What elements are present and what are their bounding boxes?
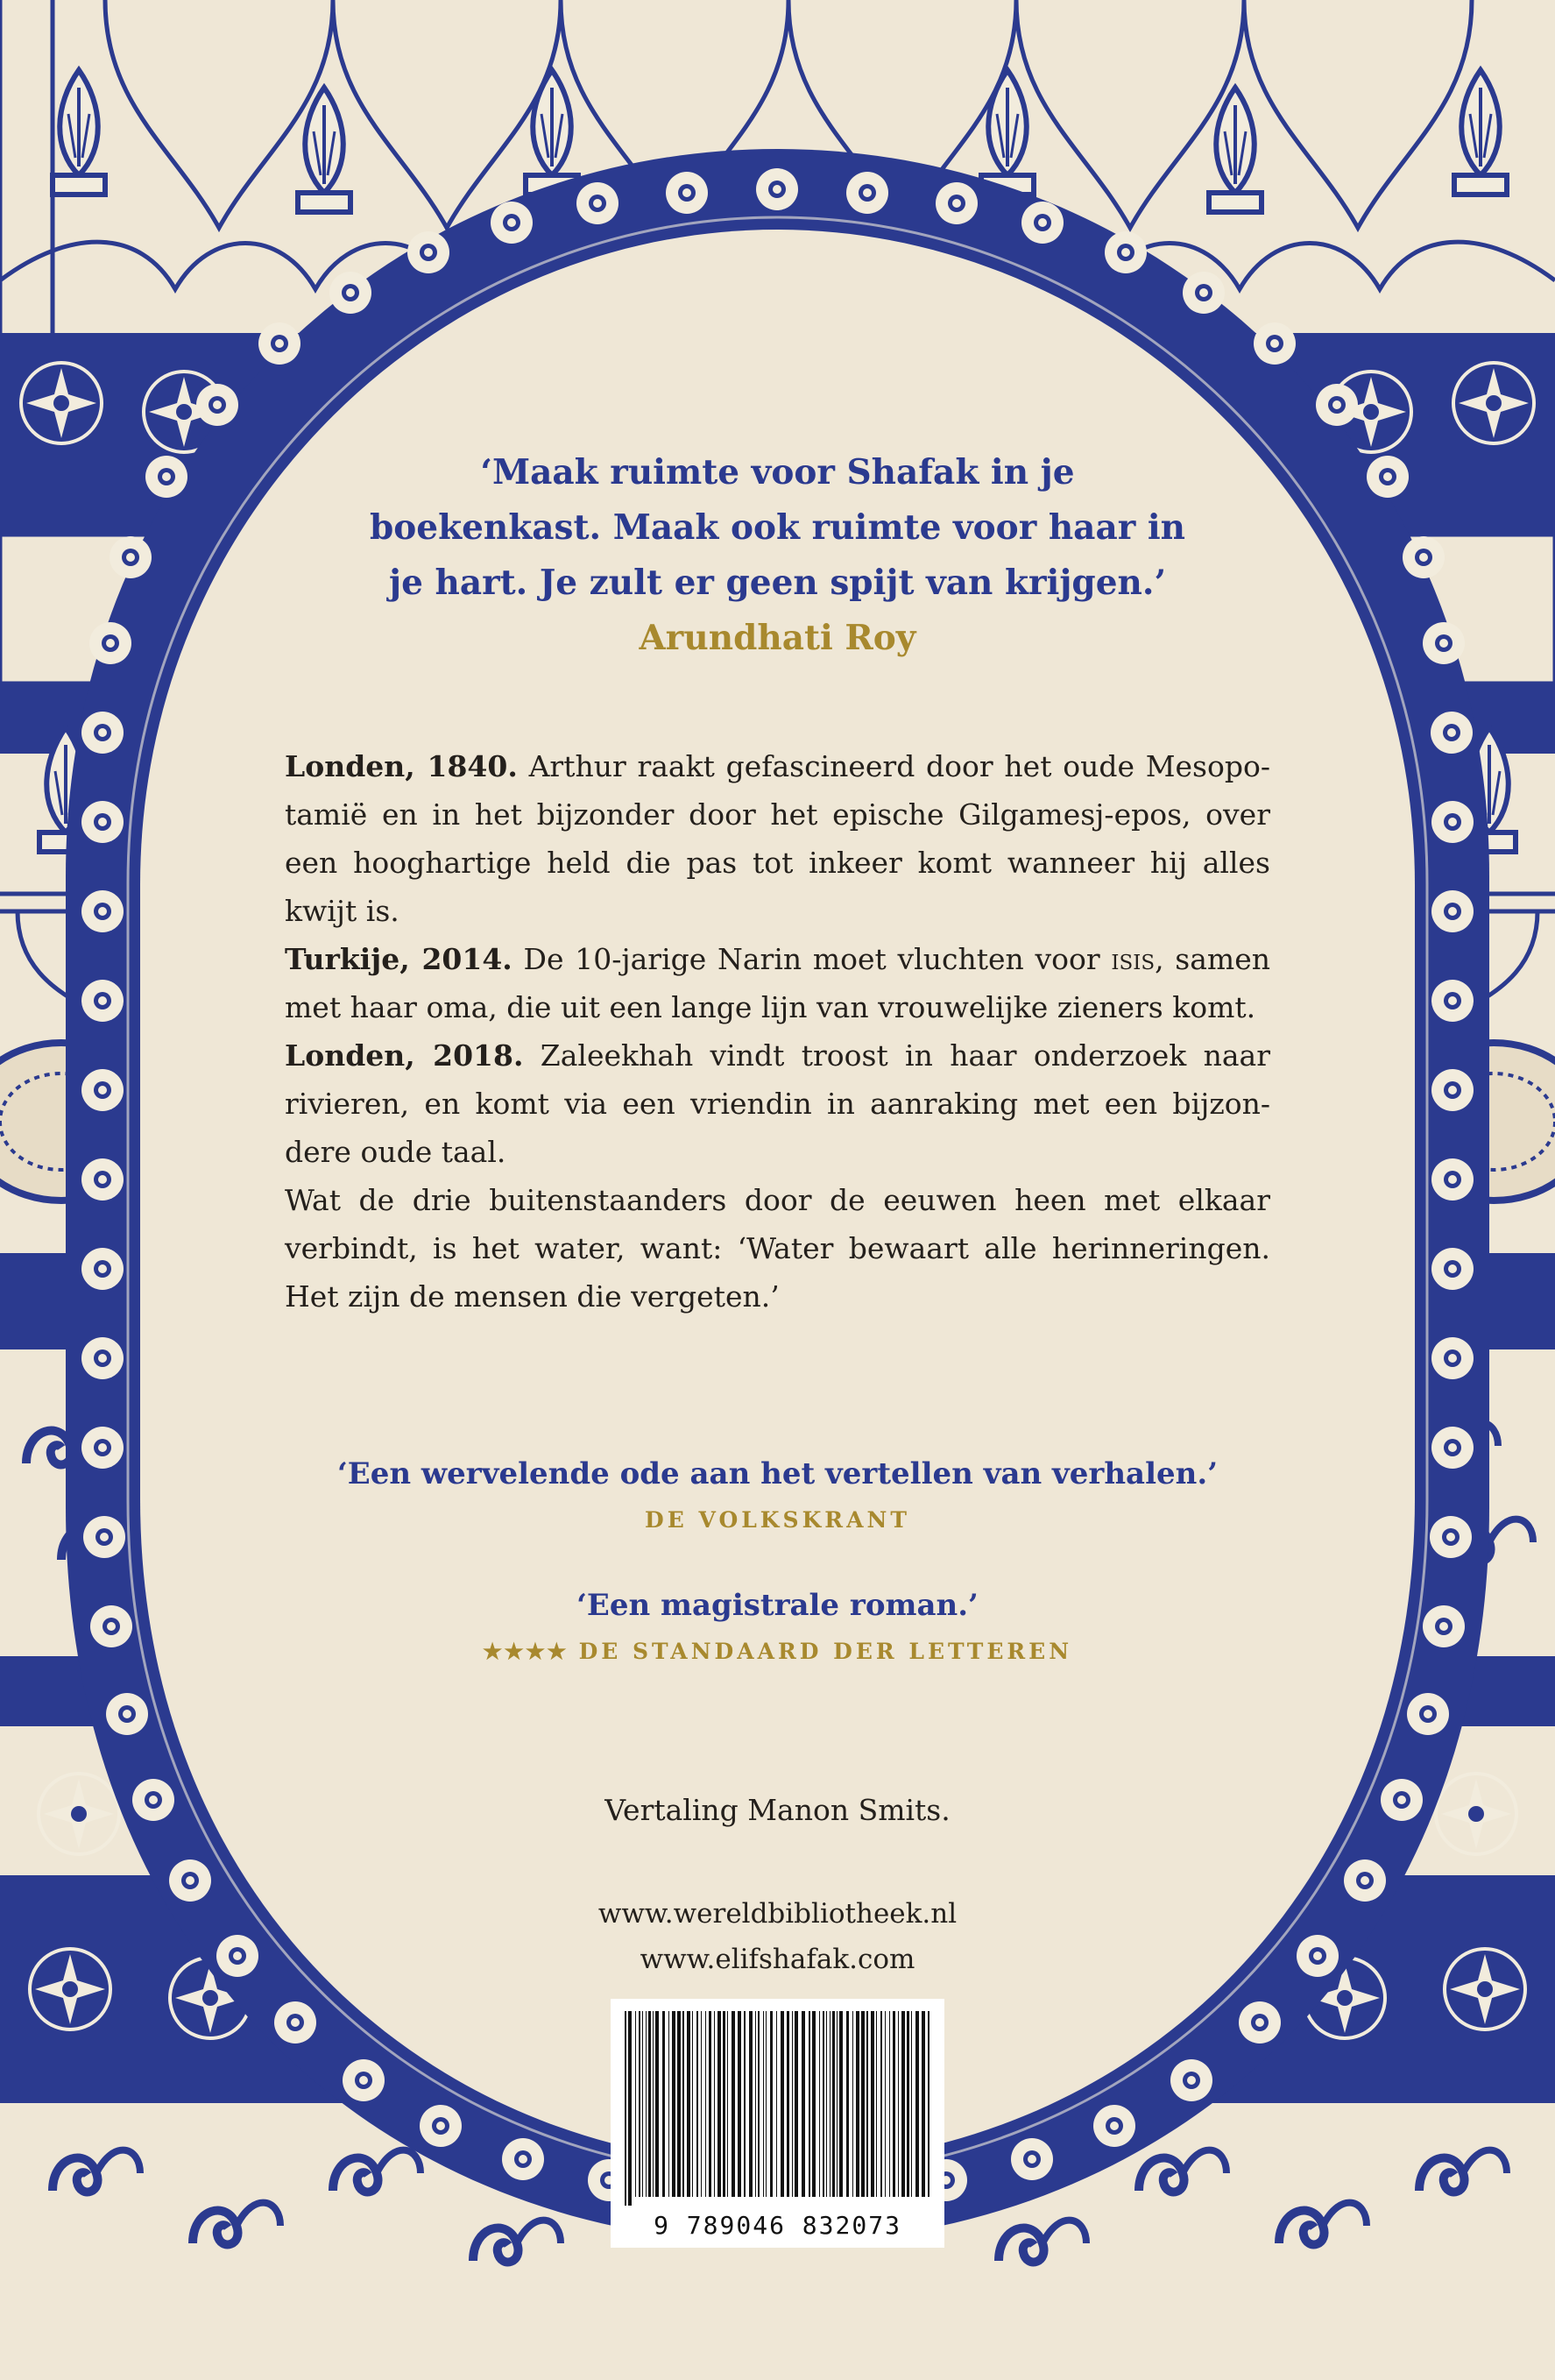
barcode-bar [692, 2011, 693, 2197]
barcode-bar [682, 2011, 684, 2197]
barcode-bar [823, 2011, 824, 2197]
barcode-bar [795, 2011, 798, 2197]
barcode-bar [812, 2011, 816, 2197]
barcode-bar [705, 2011, 706, 2197]
barcode-bar [701, 2011, 702, 2197]
review-quote: ‘Een wervelende ode aan het vertellen van verhalen.’ [336, 1456, 1219, 1491]
blurb-place-date: Londen, 2018. [285, 1038, 524, 1073]
blurb-text: Zaleekhah vindt troost in haar onderzoek naar [523, 1038, 1270, 1073]
barcode-bar [915, 2011, 919, 2197]
barcode-bar [852, 2011, 853, 2197]
barcode-bar [744, 2011, 746, 2197]
barcode-bar [687, 2011, 690, 2197]
blurb-line: met haar oma, die uit een lange lijn van vrouwelijke zieners komt. [285, 990, 1256, 1024]
barcode-bar [901, 2011, 905, 2197]
barcode-bar [898, 2011, 899, 2197]
blurb-line: tamië en in het bijzonder door het epische Gilgamesj-epos, over [285, 797, 1270, 832]
barcode-bar [802, 2011, 805, 2197]
barcode-bar [792, 2011, 793, 2197]
blurb-text: De 10-jarige Narin moet vluchten voor [512, 942, 1112, 976]
blurb-text: Arthur raakt gefascineerd door het oude Mesopo- [517, 749, 1270, 783]
review-source: DE VOLKSKRANT [645, 1507, 910, 1533]
barcode-bar [642, 2011, 643, 2197]
blurb-line: dere oude taal. [285, 1135, 506, 1169]
featured-quote-line: boekenkast. Maak ook ruimte voor haar in [369, 507, 1186, 548]
isbn-barcode [611, 1999, 944, 2248]
blurb-line: verbindt, is het water, want: ‘Water bewaart alle herinneringen. [285, 1231, 1270, 1265]
barcode-bar [723, 2011, 725, 2197]
website-links [280, 1891, 1275, 1982]
barcode-bar [668, 2011, 669, 2197]
rating-stars-icon: ★★★★ [482, 1639, 569, 1664]
blurb-text: , samen [1155, 942, 1270, 976]
featured-quote-author: Arundhati Roy [639, 618, 916, 658]
isbn-number: 9 789046 832073 [654, 2211, 901, 2240]
barcode-bar [928, 2011, 929, 2197]
barcode-bar [758, 2011, 760, 2197]
barcode-bar [749, 2011, 753, 2197]
barcode-bar [846, 2011, 849, 2197]
barcode-bar [856, 2011, 859, 2197]
barcode-bar [787, 2011, 789, 2197]
barcode-bar [876, 2011, 877, 2197]
review-source-line [280, 1639, 1275, 1664]
barcode-bar [819, 2011, 820, 2197]
barcode-bar [635, 2011, 636, 2197]
barcode-bar [717, 2011, 721, 2197]
barcode-bar [639, 2011, 640, 2197]
barcode-bar [672, 2011, 675, 2197]
barcode-bar [911, 2011, 912, 2197]
website-link-publisher[interactable]: www.wereldbibliotheek.nl [597, 1898, 958, 1930]
barcode-bar [628, 2011, 632, 2206]
barcode-bar [646, 2011, 647, 2197]
barcode-bar [677, 2011, 681, 2197]
featured-quote-line: je hart. Je zult er geen spijt van krijgen.’ [388, 563, 1167, 603]
barcode-bar [714, 2011, 715, 2197]
barcode-bar [826, 2011, 827, 2197]
review-volkskrant [280, 1453, 1275, 1533]
featured-quote-line: ‘Maak ruimte voor Shafak in je [480, 452, 1075, 492]
barcode-bar [727, 2011, 728, 2197]
blurb-line [285, 742, 1270, 790]
featured-quote [280, 445, 1275, 666]
blurb-line: een hooghartige held die pas tot inkeer komt wanneer hij alles [285, 846, 1270, 880]
website-link-author[interactable]: www.elifshafak.com [640, 1944, 915, 1975]
barcode-bar [755, 2011, 756, 2197]
barcode-bar [889, 2011, 890, 2197]
barcode-bar [766, 2011, 767, 2197]
barcode-bar [648, 2011, 651, 2197]
blurb-place-date: Turkije, 2014. [285, 942, 512, 976]
barcode-bar [861, 2011, 865, 2197]
barcode-bar [839, 2011, 843, 2197]
blurb-acronym: isis [1111, 942, 1156, 976]
barcode-bar [893, 2011, 895, 2197]
barcode-bar [922, 2011, 925, 2197]
barcode-bar [866, 2011, 868, 2197]
barcode-bars [619, 2011, 936, 2206]
barcode-bar [738, 2011, 741, 2197]
barcode-bar [709, 2011, 711, 2197]
barcode-bar [880, 2011, 882, 2197]
blurb-line [285, 1031, 1270, 1080]
barcode-bar [907, 2011, 909, 2197]
barcode-bar [809, 2011, 810, 2197]
barcode-bar [832, 2011, 835, 2197]
barcode-bar [625, 2011, 626, 2206]
barcode-bar [837, 2011, 838, 2197]
barcode-bar [732, 2011, 735, 2197]
blurb-line [285, 935, 1270, 983]
review-quote: ‘Een magistrale roman.’ [576, 1588, 979, 1623]
barcode-bar [662, 2011, 665, 2197]
blurb-line: kwijt is. [285, 894, 399, 928]
blurb-place-date: Londen, 1840. [285, 749, 518, 783]
translator-credit: Vertaling Manon Smits. [604, 1793, 951, 1827]
blurb-line: Wat de drie buitenstaanders door de eeuwen heen met elkaar [285, 1183, 1270, 1217]
barcode-bar [776, 2011, 777, 2197]
barcode-bar [871, 2011, 874, 2197]
barcode-bar [781, 2011, 784, 2197]
barcode-bar [655, 2011, 659, 2197]
review-standaard [280, 1584, 1275, 1664]
blurb [285, 742, 1270, 1321]
review-source: DE STANDAARD DER LETTEREN [578, 1639, 1073, 1664]
blurb-line: rivieren, en komt via een vriendin in aanraking met een bijzon- [285, 1087, 1270, 1121]
barcode-bar [653, 2011, 654, 2197]
barcode-bar [885, 2011, 886, 2197]
blurb-line: Het zijn de mensen die vergeten.’ [285, 1279, 780, 1314]
barcode-bar [696, 2011, 698, 2197]
barcode-bar [763, 2011, 764, 2197]
barcode-bar [830, 2011, 831, 2197]
barcode-bar [770, 2011, 773, 2197]
